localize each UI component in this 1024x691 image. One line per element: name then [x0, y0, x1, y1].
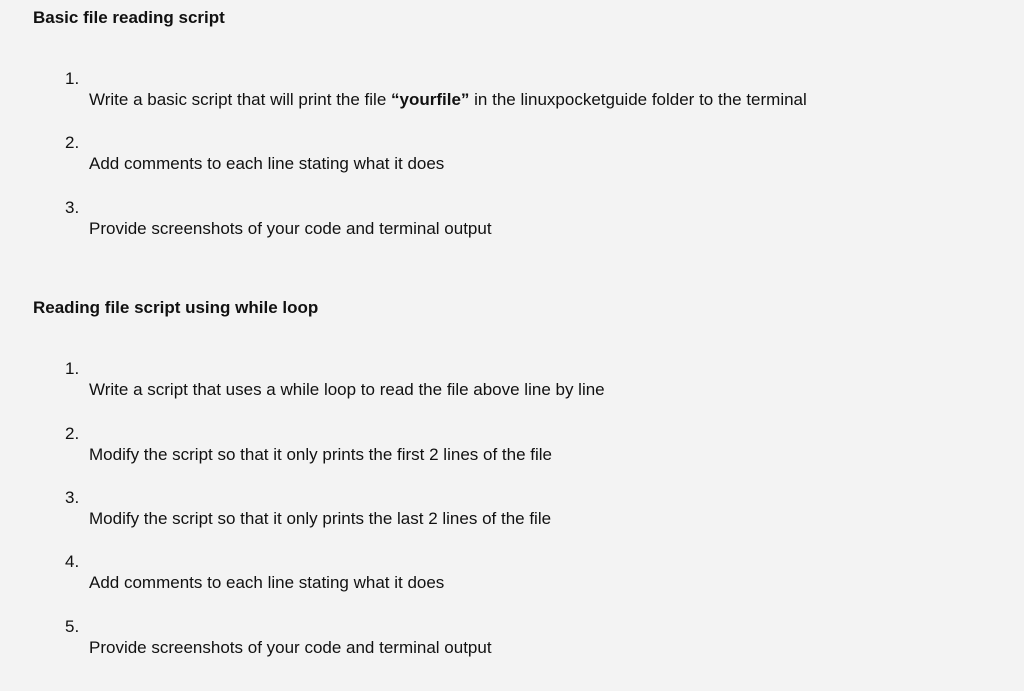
list-item-number: 1. — [65, 69, 80, 88]
list-item-number: 3. — [65, 488, 80, 507]
list-item — [0, 359, 1024, 407]
list-item-text-after: in the linuxpocketguide folder to the terminal — [469, 90, 807, 109]
list-item — [0, 552, 1024, 600]
list-item — [0, 488, 1024, 536]
list-item-number: 2. — [65, 424, 80, 443]
list-item-text: Provide screenshots of your code and terminal output — [89, 219, 492, 238]
list-item-number: 4. — [65, 552, 80, 571]
list-item-text: Write a script that uses a while loop to read the file above line by line — [89, 380, 605, 399]
list-item-text-before: Write a basic script that will print the file — [89, 90, 392, 109]
list-item — [0, 69, 1024, 117]
list-item-text: Add comments to each line stating what it does — [89, 573, 445, 592]
list-item-text — [89, 90, 807, 110]
section-title-while-loop: Reading file script using while loop — [33, 298, 319, 317]
list-item — [0, 424, 1024, 472]
list-item-number: 2. — [65, 133, 80, 152]
list-item-text: Modify the script so that it only prints the last 2 lines of the file — [89, 509, 552, 528]
list-item — [0, 133, 1024, 181]
filename-emphasis: “yourfile” — [391, 90, 470, 109]
list-item-number: 3. — [65, 198, 80, 217]
list-item — [0, 198, 1024, 246]
list-item-text: Modify the script so that it only prints the first 2 lines of the file — [89, 445, 552, 464]
list-item — [0, 617, 1024, 665]
list-item-text: Provide screenshots of your code and terminal output — [89, 638, 492, 657]
list-item-text: Add comments to each line stating what it does — [89, 154, 445, 173]
section-title-basic-file-reading: Basic file reading script — [33, 8, 225, 27]
list-item-number: 1. — [65, 359, 80, 378]
list-item-number: 5. — [65, 617, 80, 636]
